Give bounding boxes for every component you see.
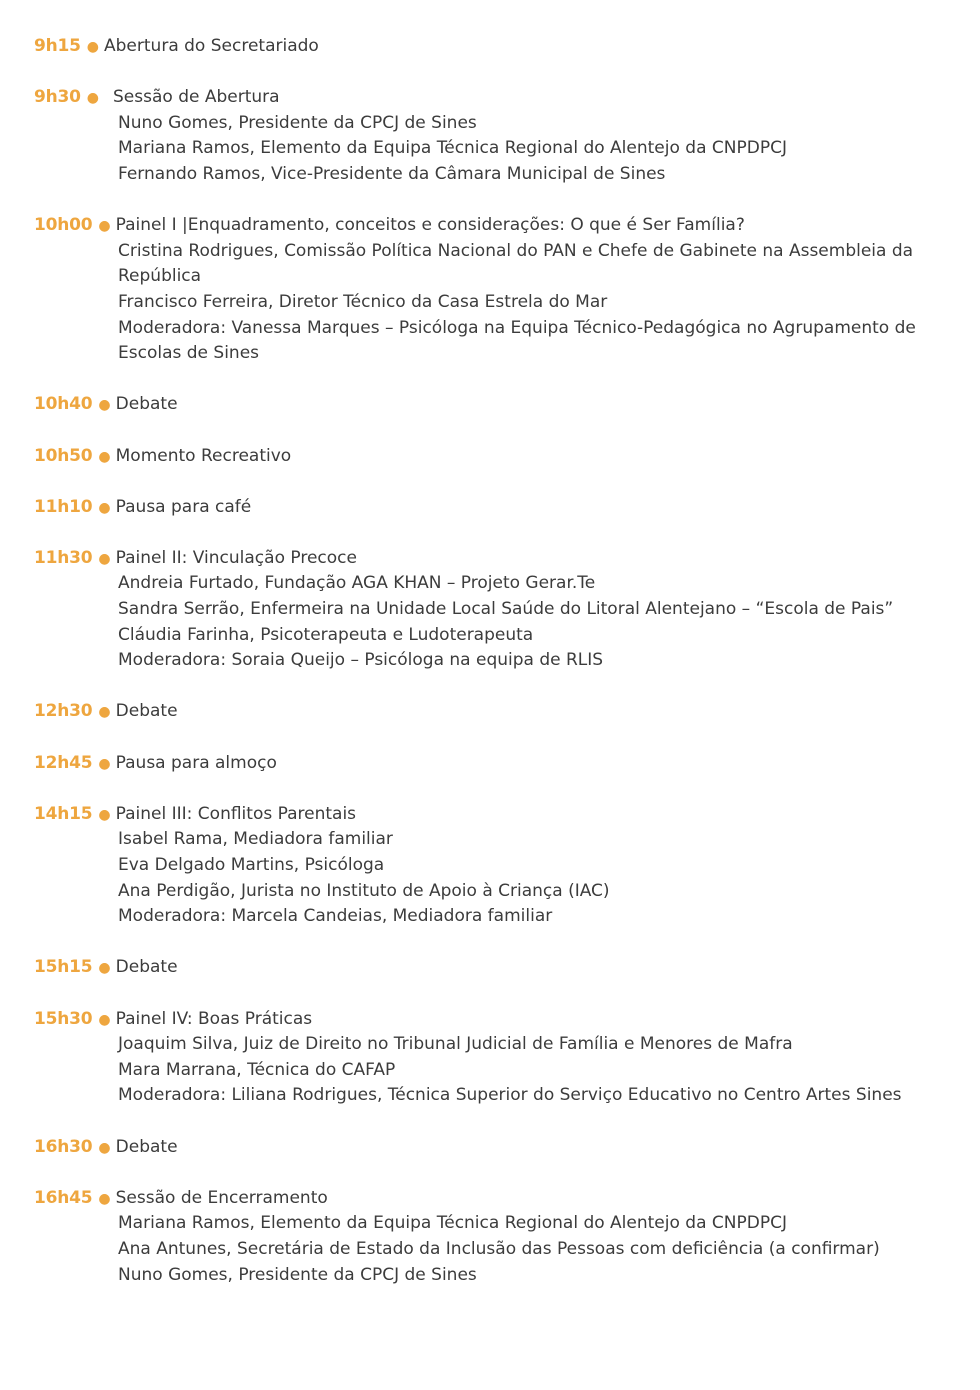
slot-time: 15h15 [34,957,93,978]
speaker: Sandra Serrão, Enfermeira na Unidade Local Saúde do Litoral Alentejano – “Escola de Pais” [118,599,894,620]
bullet-icon: ● [98,1190,111,1207]
slot-header [34,955,954,981]
program-slot [34,751,954,777]
program-slot [34,85,954,187]
speaker: Moderadora: Vanessa Marques – Psicóloga na Equipa Técnico-Pedagógica no Agrupamento de Escolas de Sines [118,317,916,364]
slot-title: Sessão de Encerramento [115,1187,328,1208]
slot-title: Abertura do Secretariado [104,36,319,56]
slot-time: 16h45 [34,1187,93,1208]
slot-header [34,85,954,111]
speaker: Moderadora: Liliana Rodrigues, Técnica Superior do Serviço Educativo no Centro Artes Sines [118,1085,902,1106]
slot-time: 9h30 [34,87,81,108]
slot-header [34,34,954,60]
program-slot [34,802,954,930]
slot-time: 12h30 [34,701,93,722]
program-slot [34,1007,954,1109]
speaker: Isabel Rama, Mediadora familiar [118,829,393,850]
slot-header [34,546,954,572]
program-slot [34,34,954,60]
slot-time: 10h40 [34,394,93,415]
bullet-icon: ● [98,550,111,567]
slot-title: Debate [115,1136,178,1157]
slot-header [34,392,954,418]
speaker: Ana Antunes, Secretária de Estado da Inclusão das Pessoas com deficiência (a confirmar) [118,1238,880,1259]
slot-header [34,1007,954,1033]
slot-header [34,699,954,725]
speaker: Moderadora: Soraia Queijo – Psicóloga na equipa de RLIS [118,650,604,671]
slot-title: Painel III: Conflitos Parentais [115,803,357,824]
bullet-icon: ● [98,755,111,772]
speaker: Eva Delgado Martins, Psicóloga [118,855,385,875]
bullet-icon: ● [86,39,100,55]
slot-header [34,444,954,470]
bullet-icon: ● [98,1011,111,1028]
speaker-list [34,1032,954,1109]
slot-time: 10h00 [34,215,93,236]
slot-time: 15h30 [34,1008,93,1029]
slot-time: 16h30 [34,1136,93,1157]
speaker-list [34,111,954,188]
speaker: Ana Perdigão, Jurista no Instituto de Apoio à Criança (IAC) [118,880,610,901]
speaker: Mara Marrana, Técnica do CAFAP [118,1059,396,1080]
program-slot [34,392,954,418]
program-slot [34,546,954,674]
program-slot [34,699,954,725]
speaker-list [34,1211,954,1288]
speaker: Mariana Ramos, Elemento da Equipa Técnica Regional do Alentejo da CNPDPCJ [118,1213,787,1234]
speaker: Nuno Gomes, Presidente da CPCJ de Sines [118,1264,477,1285]
slot-title: Pausa para café [115,496,252,517]
slot-header [34,1186,954,1212]
speaker-list [34,239,954,367]
slot-header [34,495,954,521]
slot-title: Painel I |Enquadramento, conceitos e considerações: O que é Ser Família? [115,215,745,236]
slot-time: 11h30 [34,547,93,568]
program-slot [34,1135,954,1161]
slot-time: 14h15 [34,803,93,824]
slot-title: Debate [115,394,178,415]
speaker: Francisco Ferreira, Diretor Técnico da Casa Estrela do Mar [118,291,608,312]
bullet-icon: ● [98,704,111,721]
slot-header [34,1135,954,1161]
bullet-icon: ● [98,806,111,823]
slot-title: Painel IV: Boas Práticas [115,1008,313,1029]
speaker: Joaquim Silva, Juiz de Direito no Tribunal Judicial de Família e Menores de Mafra [118,1034,793,1055]
slot-time: 10h50 [34,445,93,466]
slot-header [34,213,954,239]
bullet-icon: ● [98,448,111,465]
speaker: Cláudia Farinha, Psicoterapeuta e Ludoterapeuta [118,624,534,645]
speaker: Moderadora: Marcela Candeias, Mediadora familiar [118,906,553,927]
bullet-icon: ● [98,960,111,977]
bullet-icon: ● [86,90,100,107]
bullet-icon: ● [98,1139,111,1156]
bullet-icon: ● [98,218,111,235]
speaker: Andreia Furtado, Fundação AGA KHAN – Projeto Gerar.Te [118,573,596,594]
speaker: Nuno Gomes, Presidente da CPCJ de Sines [118,112,477,133]
event-program [34,34,954,1288]
bullet-icon: ● [98,397,111,414]
slot-header [34,751,954,777]
slot-title: Debate [115,957,178,978]
program-slot [34,1186,954,1288]
program-slot [34,495,954,521]
slot-header [34,802,954,828]
slot-title: Momento Recreativo [115,445,292,466]
slot-title: Debate [115,701,178,722]
bullet-icon: ● [98,499,111,516]
program-slot [34,955,954,981]
program-slot [34,213,954,367]
speaker: Fernando Ramos, Vice-Presidente da Câmara Municipal de Sines [118,163,666,184]
slot-time: 9h15 [34,36,81,56]
slot-time: 11h10 [34,496,93,517]
slot-time: 12h45 [34,752,93,773]
speaker-list [34,827,954,929]
speaker: Cristina Rodrigues, Comissão Política Nacional do PAN e Chefe de Gabinete na Assembleia da República [118,240,914,287]
program-slot [34,444,954,470]
slot-title: Sessão de Abertura [113,87,280,108]
slot-title: Pausa para almoço [115,752,277,773]
speaker: Mariana Ramos, Elemento da Equipa Técnica Regional do Alentejo da CNPDPCJ [118,138,787,159]
speaker-list [34,571,954,673]
slot-title: Painel II: Vinculação Precoce [115,547,357,568]
